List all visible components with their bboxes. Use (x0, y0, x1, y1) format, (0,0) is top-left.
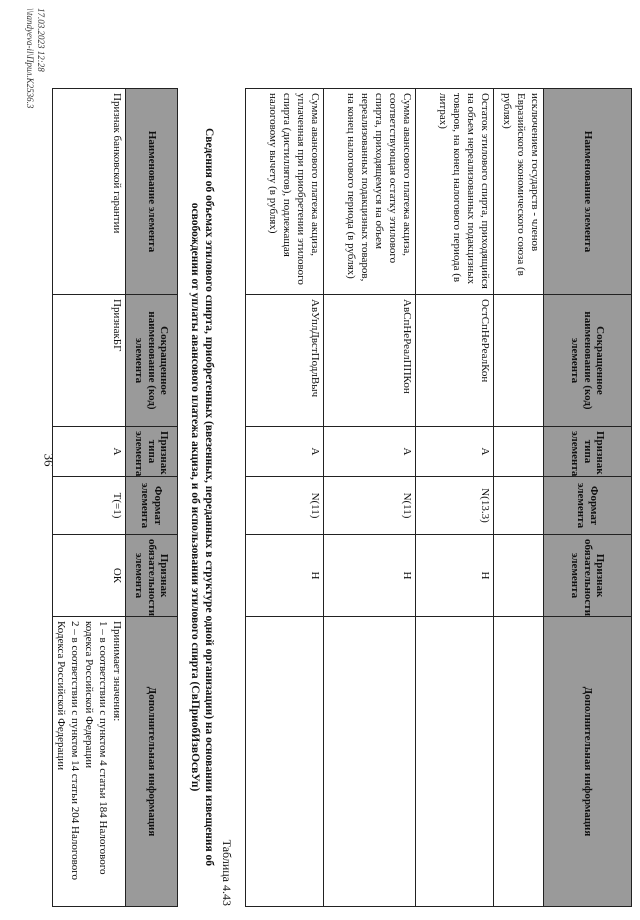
cell-type: А (324, 427, 416, 477)
header-element-name: Наименование элемента (544, 89, 632, 295)
table-row (52, 89, 125, 907)
info-line: Принимает значения: (111, 621, 123, 722)
cell-required: Н (324, 535, 416, 617)
cell-format: N(11) (246, 477, 324, 535)
cell-name: Признак банковской гарантии (52, 89, 125, 295)
cell-type (494, 427, 544, 477)
header-element-required: Признак обязательности элемента (544, 535, 632, 617)
table-row (416, 89, 494, 907)
spirit-volumes-table (52, 88, 178, 907)
cell-format: N(13.3) (416, 477, 494, 535)
cell-format: N(11) (324, 477, 416, 535)
table-row (324, 89, 416, 907)
header-additional-info: Дополнительная информация (544, 617, 632, 907)
header-element-type: Признак типа элемента (126, 427, 178, 477)
cell-required: Н (246, 535, 324, 617)
header-element-code: Сокращенное наименование (код) элемента (544, 295, 632, 427)
cell-required (494, 535, 544, 617)
cell-code: ПризнакБГ (52, 295, 125, 427)
header-element-format: Формат элемента (126, 477, 178, 535)
cell-code (494, 295, 544, 427)
header-element-name: Наименование элемента (126, 89, 178, 295)
cell-info (246, 617, 324, 907)
page-number: 36 (41, 453, 57, 467)
header-additional-info: Дополнительная информация (126, 617, 178, 907)
elements-table-continued (245, 88, 632, 907)
table-row (246, 89, 324, 907)
cell-info (494, 617, 544, 907)
table-row (494, 89, 544, 907)
header-element-type: Признак типа элемента (544, 427, 632, 477)
table-title: Сведения об объемах этилового спирта, приобретенных (ввезенных, переданных в структуре одной организации) на основании извещения об освобождении от уплаты авансового платежа акциза, и об использовании этилового спирта (СвПриобИзвОсвУп) (188, 127, 215, 867)
cell-required: Н (416, 535, 494, 617)
header-element-required: Признак обязательности элемента (126, 535, 178, 617)
table-number: Таблица 4.43 (220, 839, 234, 906)
cell-type: А (52, 427, 125, 477)
header-element-code: Сокращенное наименование (код) элемента (126, 295, 178, 427)
footer-date: 17.03.2023 12:28 (36, 8, 46, 72)
cell-code: АвСпНеРеалППКон (324, 295, 416, 427)
cell-name: Остаток этилового спирта, приходящийся на объем нереализованных подакцизных товаров, на конец налогового периода (в литрах) (416, 89, 494, 295)
table-header-row (126, 89, 178, 907)
header-element-format: Формат элемента (544, 477, 632, 535)
cell-info (324, 617, 416, 907)
cell-info (52, 617, 125, 907)
cell-info (416, 617, 494, 907)
cell-code: АвУплДвстПодлВыч (246, 295, 324, 427)
cell-code: ОстСпНеРеалКон (416, 295, 494, 427)
footer-path: \\tandyeva-il\Прил.К2536.3 (25, 8, 36, 109)
cell-format (494, 477, 544, 535)
cell-required: ОК (52, 535, 125, 617)
cell-name: Сумма авансового платежа акциза, уплаченная при приобретении этилового спирта (дистиллятов), подлежащая налоговому вычету (в рублях) (246, 89, 324, 295)
cell-type: А (416, 427, 494, 477)
footer-stamp (24, 8, 46, 108)
cell-name: Сумма авансового платежа акциза, соответствующая остатку этилового спирта, приходящемуся на объем нереализованных подакцизных товаров, на конец налогового периода (в рублях) (324, 89, 416, 295)
cell-name: исключением государств - членов Евразийского экономического союза (в рублях) (494, 89, 544, 295)
cell-format: Т(=1) (52, 477, 125, 535)
info-line: 1 – в соответствии с пунктом 4 статьи 184 Налогового кодекса Российской Федерации (82, 621, 109, 875)
info-line: 2 – в соответствии с пунктом 14 статьи 204 Налогового Кодекса Российской Федерации (54, 621, 81, 881)
table-header-row (544, 89, 632, 907)
cell-type: А (246, 427, 324, 477)
